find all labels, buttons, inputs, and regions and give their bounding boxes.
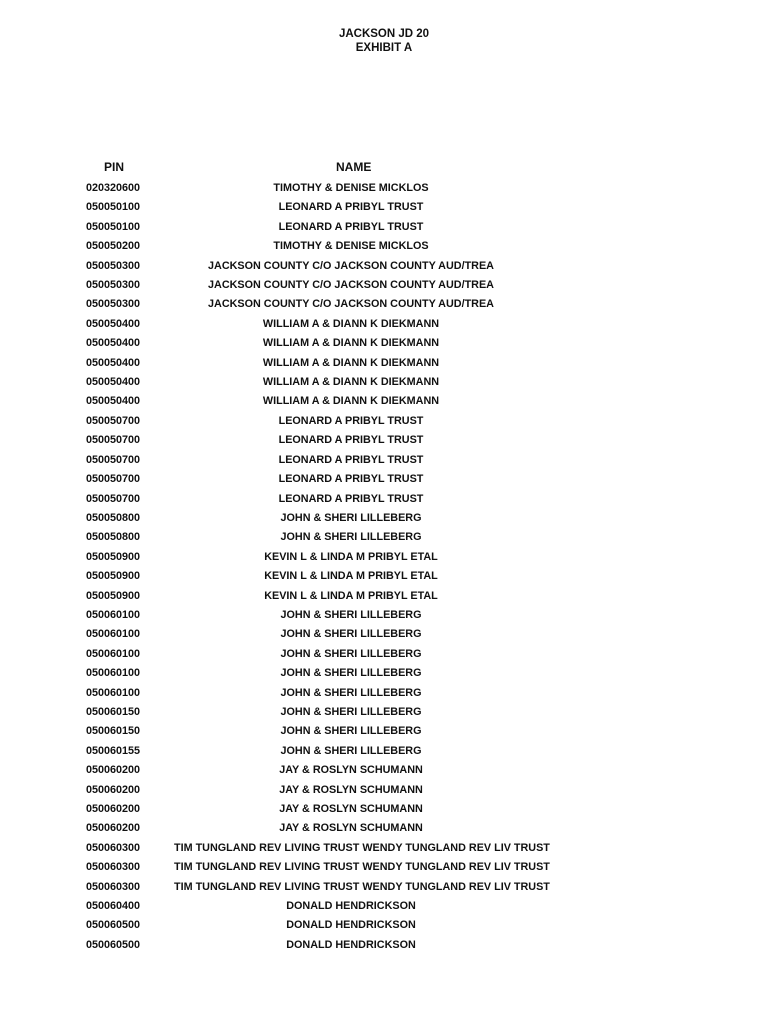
name-cell: LEONARD A PRIBYL TRUST <box>278 201 424 214</box>
table-row <box>0 509 768 528</box>
table-row <box>0 839 768 858</box>
name-cell: DONALD HENDRICKSON <box>286 938 416 951</box>
table-row <box>0 373 768 392</box>
document-subtitle: EXHIBIT A <box>355 42 413 54</box>
table-row <box>0 315 768 334</box>
pin-cell: 050050700 <box>86 414 141 427</box>
table-row <box>0 645 768 664</box>
name-cell: JACKSON COUNTY C/O JACKSON COUNTY AUD/TREA <box>208 279 494 292</box>
pin-cell: 050060100 <box>86 628 141 641</box>
name-cell: WILLIAM A & DIANN K DIEKMANN <box>262 356 440 369</box>
pin-cell: 050050800 <box>86 511 141 524</box>
pin-cell: 050050700 <box>86 492 141 505</box>
name-cell: KEVIN L & LINDA M PRIBYL ETAL <box>264 550 438 563</box>
parcel-table <box>0 179 768 955</box>
table-row <box>0 916 768 935</box>
pin-cell: 050050900 <box>86 570 141 583</box>
table-row <box>0 237 768 256</box>
table-row <box>0 800 768 819</box>
table-row <box>0 664 768 683</box>
pin-cell: 050060100 <box>86 608 141 621</box>
table-row <box>0 334 768 353</box>
name-cell: DONALD HENDRICKSON <box>286 919 416 932</box>
name-cell: LEONARD A PRIBYL TRUST <box>278 414 424 427</box>
table-row <box>0 451 768 470</box>
name-cell: LEONARD A PRIBYL TRUST <box>278 473 424 486</box>
pin-cell: 050050700 <box>86 453 141 466</box>
name-cell: WILLIAM A & DIANN K DIEKMANN <box>262 337 440 350</box>
pin-cell: 050060150 <box>86 725 141 738</box>
name-cell: JOHN & SHERI LILLEBERG <box>280 744 422 757</box>
column-header-name: NAME <box>336 160 372 174</box>
pin-cell: 050050300 <box>86 279 141 292</box>
table-row <box>0 412 768 431</box>
table-row <box>0 742 768 761</box>
table-row <box>0 625 768 644</box>
name-cell: JAY & ROSLYN SCHUMANN <box>279 783 423 796</box>
name-cell: LEONARD A PRIBYL TRUST <box>278 453 424 466</box>
table-row <box>0 703 768 722</box>
table-row <box>0 528 768 547</box>
table-row <box>0 606 768 625</box>
table-row <box>0 567 768 586</box>
name-cell: JAY & ROSLYN SCHUMANN <box>279 822 423 835</box>
name-cell: LEONARD A PRIBYL TRUST <box>278 492 424 505</box>
name-cell: WILLIAM A & DIANN K DIEKMANN <box>262 395 440 408</box>
pin-cell: 050060200 <box>86 783 141 796</box>
pin-cell: 050060300 <box>86 841 141 854</box>
pin-cell: 050060400 <box>86 900 141 913</box>
name-cell: JOHN & SHERI LILLEBERG <box>280 667 422 680</box>
table-row <box>0 257 768 276</box>
name-cell: DONALD HENDRICKSON <box>286 900 416 913</box>
pin-cell: 050050400 <box>86 376 141 389</box>
pin-cell: 050060500 <box>86 938 141 951</box>
pin-cell: 050050700 <box>86 473 141 486</box>
name-cell: WILLIAM A & DIANN K DIEKMANN <box>262 376 440 389</box>
column-header-pin: PIN <box>104 160 125 174</box>
pin-cell: 050050400 <box>86 395 141 408</box>
name-cell: TIM TUNGLAND REV LIVING TRUST WENDY TUNGLAND REV LIV TRUST <box>174 880 550 893</box>
table-row <box>0 392 768 411</box>
table-row <box>0 276 768 295</box>
pin-cell: 050050300 <box>86 259 141 272</box>
table-row <box>0 936 768 955</box>
name-cell: JOHN & SHERI LILLEBERG <box>280 511 422 524</box>
name-cell: TIM TUNGLAND REV LIVING TRUST WENDY TUNGLAND REV LIV TRUST <box>174 841 550 854</box>
name-cell: JACKSON COUNTY C/O JACKSON COUNTY AUD/TREA <box>208 298 494 311</box>
pin-cell: 050050900 <box>86 589 141 602</box>
pin-cell: 050050200 <box>86 240 141 253</box>
pin-cell: 050050400 <box>86 317 141 330</box>
name-cell: TIMOTHY & DENISE MICKLOS <box>273 240 429 253</box>
pin-cell: 050060200 <box>86 803 141 815</box>
name-cell: JOHN & SHERI LILLEBERG <box>280 531 422 544</box>
pin-cell: 050060100 <box>86 667 141 680</box>
table-row <box>0 198 768 217</box>
pin-cell: 050050900 <box>86 550 141 563</box>
pin-cell: 050060200 <box>86 764 141 777</box>
pin-cell: 020320600 <box>86 182 141 194</box>
pin-cell: 050060500 <box>86 919 141 932</box>
name-cell: KEVIN L & LINDA M PRIBYL ETAL <box>264 570 438 583</box>
table-row <box>0 431 768 450</box>
name-cell: JOHN & SHERI LILLEBERG <box>280 725 422 738</box>
name-cell: JOHN & SHERI LILLEBERG <box>280 705 422 718</box>
pin-cell: 050060150 <box>86 705 141 718</box>
table-row <box>0 490 768 509</box>
name-cell: WILLIAM A & DIANN K DIEKMANN <box>262 317 440 330</box>
pin-cell: 050060300 <box>86 861 141 874</box>
name-cell: JOHN & SHERI LILLEBERG <box>280 608 422 621</box>
table-row <box>0 587 768 606</box>
pin-cell: 050050100 <box>86 220 141 233</box>
name-cell: LEONARD A PRIBYL TRUST <box>278 220 424 233</box>
table-row <box>0 819 768 838</box>
pin-cell: 050060200 <box>86 822 141 835</box>
pin-cell: 050050300 <box>86 298 141 311</box>
table-row <box>0 722 768 741</box>
name-cell: KEVIN L & LINDA M PRIBYL ETAL <box>264 589 438 602</box>
pin-cell: 050050800 <box>86 531 141 544</box>
name-cell: JOHN & SHERI LILLEBERG <box>280 628 422 641</box>
name-cell: JAY & ROSLYN SCHUMANN <box>279 764 423 777</box>
name-cell: JOHN & SHERI LILLEBERG <box>280 647 422 660</box>
table-row <box>0 295 768 314</box>
table-row <box>0 878 768 897</box>
name-cell: JOHN & SHERI LILLEBERG <box>280 686 422 699</box>
table-row <box>0 548 768 567</box>
pin-cell: 050060300 <box>86 880 141 893</box>
table-row <box>0 218 768 237</box>
name-cell: LEONARD A PRIBYL TRUST <box>278 434 424 447</box>
table-row <box>0 781 768 800</box>
table-row <box>0 354 768 373</box>
pin-cell: 050050400 <box>86 356 141 369</box>
table-row <box>0 858 768 877</box>
pin-cell: 050050400 <box>86 337 141 350</box>
table-row <box>0 761 768 780</box>
table-row <box>0 179 768 198</box>
table-row <box>0 470 768 489</box>
name-cell: TIMOTHY & DENISE MICKLOS <box>273 182 429 194</box>
name-cell: TIM TUNGLAND REV LIVING TRUST WENDY TUNGLAND REV LIV TRUST <box>174 861 550 874</box>
pin-cell: 050060100 <box>86 647 141 660</box>
pin-cell: 050060100 <box>86 686 141 699</box>
table-row <box>0 684 768 703</box>
table-row <box>0 897 768 916</box>
document-title: JACKSON JD 20 <box>338 28 430 40</box>
pin-cell: 050060155 <box>86 744 141 757</box>
name-cell: JAY & ROSLYN SCHUMANN <box>279 803 423 815</box>
pin-cell: 050050100 <box>86 201 141 214</box>
name-cell: JACKSON COUNTY C/O JACKSON COUNTY AUD/TREA <box>208 259 494 272</box>
pin-cell: 050050700 <box>86 434 141 447</box>
